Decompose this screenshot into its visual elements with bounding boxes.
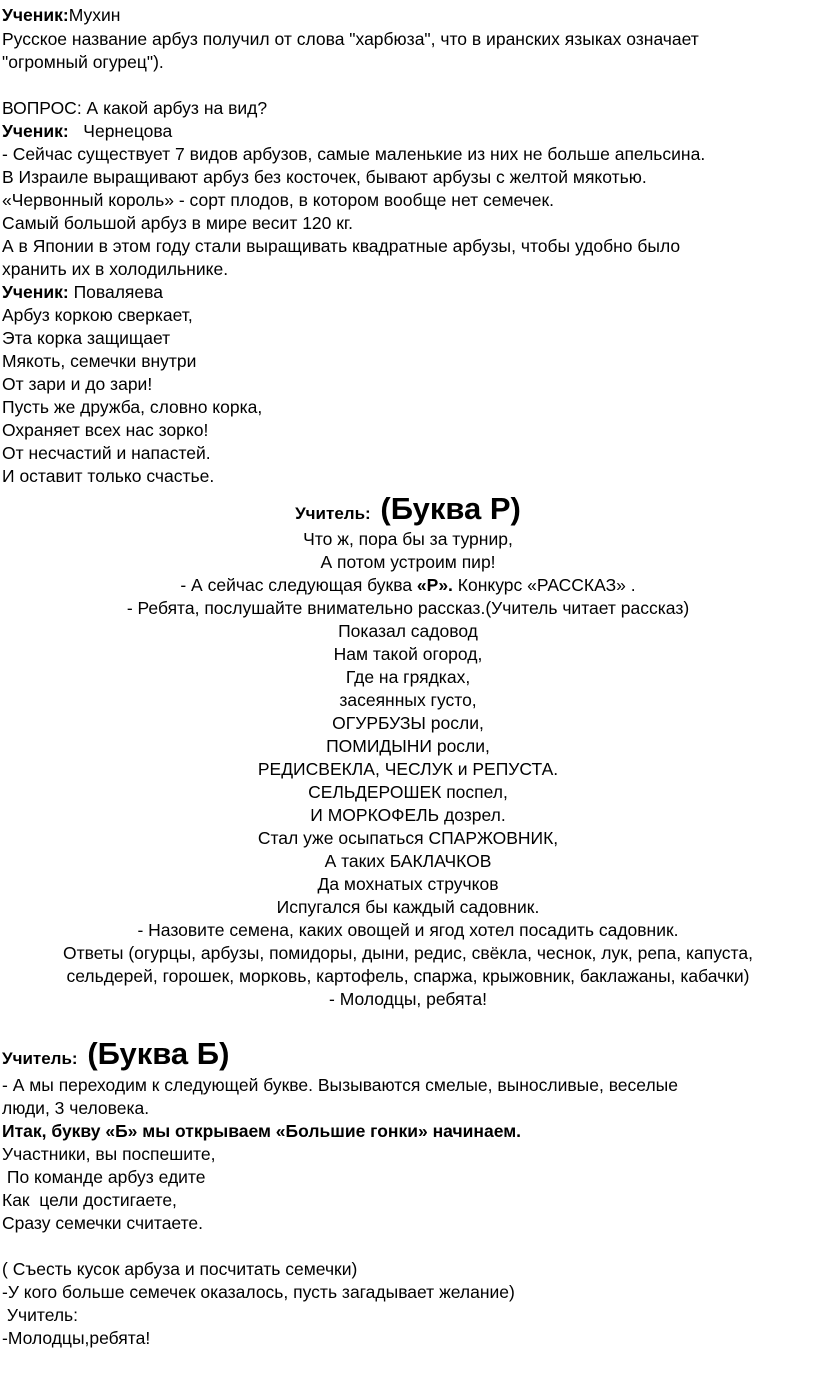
question-line: ВОПРОС: А какой арбуз на вид? (2, 98, 268, 118)
poem-line: ОГУРБУЗЫ росли, (332, 713, 484, 733)
poem-line: От зари и до зари! (2, 374, 153, 394)
poem-line: Да мохнатых стручков (317, 874, 499, 894)
student-line-1 (2, 4, 120, 26)
teacher-line: Учитель: (2, 1305, 79, 1325)
section-heading-b (2, 1036, 229, 1077)
poem-line: ПОМИДЫНИ росли, (326, 736, 490, 756)
poem-line: Эта корка защищает (2, 328, 171, 348)
poem-line: Показал садовод (338, 621, 478, 641)
student-label: Ученик: (2, 121, 69, 141)
teacher-label: Учитель: (295, 504, 371, 523)
section-heading-r (0, 491, 816, 532)
contest-text: - А сейчас следующая буква (180, 575, 417, 595)
poem-line: засеянных густо, (339, 690, 477, 710)
text-line: В Израиле выращивают арбуз без косточек, бывают арбузы с желтой мякотью. (2, 167, 647, 187)
poem-line: СЕЛЬДЕРОШЕК поспел, (308, 782, 508, 802)
answers-line: Ответы (огурцы, арбузы, помидоры, дыни, редис, свёкла, чеснок, лук, репа, капуста, (63, 943, 753, 963)
answers-line: сельдерей, горошек, морковь, картофель, спаржа, крыжовник, баклажаны, кабачки) (66, 966, 750, 986)
poem-line: РЕДИСВЕКЛА, ЧЕСЛУК и РЕПУСТА. (257, 759, 559, 779)
student-name: Поваляева (73, 282, 163, 302)
text-line: - А мы переходим к следующей букве. Вызываются смелые, выносливые, веселые (2, 1075, 678, 1095)
text-line: -Молодцы,ребята! (2, 1328, 151, 1348)
student-line-3 (2, 281, 163, 303)
poem-line: Арбуз коркою сверкает, (2, 305, 193, 325)
poem-line: Пусть же дружба, словно корка, (2, 397, 263, 417)
poem-line: Стал уже осыпаться СПАРЖОВНИК, (257, 828, 559, 848)
text-line: люди, 3 человека. (2, 1098, 150, 1118)
text-line: Русское название арбуз получил от слова "харбюза", что в иранских языках означает (2, 29, 699, 49)
student-name: Чернецова (83, 121, 173, 141)
student-name: Мухин (68, 5, 121, 25)
student-label: Ученик: (2, 282, 69, 302)
text-line: - Назовите семена, каких овощей и ягод хотел посадить садовник. (137, 920, 679, 940)
text-line: Что ж, пора бы за турнир, (303, 529, 513, 549)
text-line: Самый большой арбуз в мире весит 120 кг. (2, 213, 354, 233)
poem-line: Нам такой огород, (333, 644, 483, 664)
poem-line: И оставит только счастье. (2, 466, 215, 486)
poem-line: Как цели достигаете, (2, 1190, 177, 1210)
letter-heading: (Буква Р) (380, 491, 521, 526)
contest-line (0, 574, 816, 596)
poem-line: От несчастий и напастей. (2, 443, 211, 463)
poem-line: Участники, вы поспешите, (2, 1144, 216, 1164)
letter-heading: (Буква Б) (87, 1036, 230, 1071)
text-line: - Молодцы, ребята! (329, 989, 487, 1009)
text-line: "огромный огурец"). (2, 52, 164, 72)
text-line: ( Съесть кусок арбуза и посчитать семечки) (2, 1259, 358, 1279)
poem-line: Сразу семечки считаете. (2, 1213, 203, 1233)
contest-letter: «Р». (416, 575, 453, 595)
poem-line: А таких БАКЛАЧКОВ (324, 851, 492, 871)
poem-line: Испугался бы каждый садовник. (276, 897, 540, 917)
poem-line: Мякоть, семечки внутри (2, 351, 197, 371)
text-line: - Ребята, послушайте внимательно рассказ.(Учитель читает рассказ) (126, 598, 690, 618)
contest-name: Конкурс «РАССКАЗ» . (452, 575, 636, 595)
poem-line: И МОРКОФЕЛЬ дозрел. (310, 805, 506, 825)
teacher-label: Учитель: (2, 1049, 78, 1068)
text-line: хранить их в холодильнике. (2, 259, 229, 279)
text-line: А в Японии в этом году стали выращивать квадратные арбузы, чтобы удобно было (2, 236, 681, 256)
poem-line: Где на грядках, (345, 667, 471, 687)
bold-line (2, 1120, 521, 1142)
student-label: Ученик: (2, 5, 69, 25)
student-line-2 (2, 120, 172, 142)
text-line: «Червонный король» - сорт плодов, в котором вообще нет семечек. (2, 190, 555, 210)
text-line: -У кого больше семечек оказалось, пусть загадывает желание) (2, 1282, 515, 1302)
text-line: А потом устроим пир! (320, 552, 496, 572)
bold-text: Итак, букву «Б» мы открываем «Большие гонки» начинаем. (2, 1121, 522, 1141)
poem-line: По команде арбуз едите (2, 1167, 206, 1187)
poem-line: Охраняет всех нас зорко! (2, 420, 209, 440)
text-line: - Сейчас существует 7 видов арбузов, самые маленькие из них не больше апельсина. (2, 144, 706, 164)
